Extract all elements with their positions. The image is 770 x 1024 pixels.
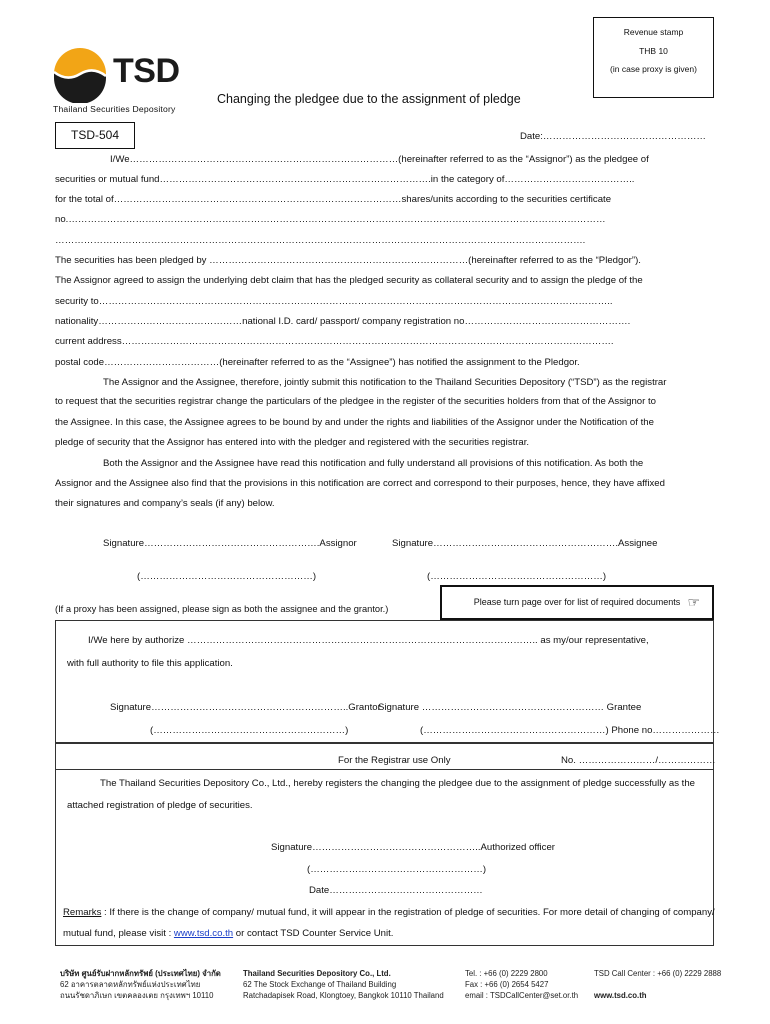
registrar-header: For the Registrar use Only	[338, 755, 451, 766]
grantor-name[interactable]: (……………………………………………………)	[150, 725, 349, 736]
body-line-7: The Assignor agreed to assign the underlying debt claim that has the pledged security as collateral security and to assign the pledge of the	[55, 275, 643, 286]
assignee-name[interactable]: (………………………………………………)	[427, 571, 607, 582]
body-line-1: I/We…………………………………………………………………………(hereinafter referred to as the “Assignor”) as the pledgee of	[110, 154, 649, 165]
remarks	[63, 907, 715, 918]
registrar-text-2: attached registration of pledge of securities.	[67, 800, 253, 811]
remarks-line-2	[63, 928, 393, 939]
remarks-visit-text: mutual fund, please visit :	[63, 928, 174, 939]
body-line-5: ………………………………………………………………………………………………………………………………………………….	[55, 235, 586, 246]
para3-line-2: Assignor and the Assignee also find that the provisions in this notification are correct and correspond to their purposes, hence, they have affixed	[55, 478, 665, 489]
body-line-9: nationality………………………………………national I.D. card/ passport/ company registration no…………………………………………….	[55, 316, 631, 327]
assignor-name[interactable]: (………………………………………………)	[137, 571, 317, 582]
date-field[interactable]: Date:……………………………………………	[520, 131, 707, 142]
remarks-contact-text: or contact TSD Counter Service Unit.	[233, 928, 394, 939]
body-line-8: security to……………………………………………………………………………………………………………………………………………..	[55, 296, 613, 307]
stamp-line-2: THB 10	[639, 45, 668, 56]
logo-wordmark: TSD	[113, 52, 180, 90]
assignee-signature[interactable]: Signature………………………………………………….Assignee	[392, 538, 658, 549]
footer-english-company: Thailand Securities Depository Co., Ltd.	[243, 969, 391, 978]
authorized-officer-name: (………………………………………………)	[307, 864, 487, 875]
footer-callcenter: TSD Call Center : +66 (0) 2229 2888	[594, 969, 722, 978]
footer-tel: Tel. : +66 (0) 2229 2800	[465, 969, 548, 978]
body-line-10: current address……………………………………………………………………………………………………………………………………….	[55, 336, 614, 347]
stamp-line-3: (in case proxy is given)	[610, 64, 697, 74]
footer-thai-company: บริษัท ศูนย์รับฝากหลักทรัพย์ (ประเทศไทย) จำกัด	[60, 969, 221, 978]
remarks-label: Remarks	[63, 907, 102, 918]
footer-email: email : TSDCallCenter@set.or.th	[465, 991, 579, 1000]
logo-subtitle: Thailand Securities Depository	[53, 104, 176, 114]
assignor-signature[interactable]: Signature……………………………………………….Assignor	[103, 538, 357, 549]
turn-page-text: Please turn page over for list of required documents	[473, 597, 681, 607]
registrar-no: No. ……………………/………………	[561, 755, 716, 766]
registrar-date: Date…………………………………………	[309, 885, 483, 896]
para2-line-1: The Assignor and the Assignee, therefore, jointly submit this notification to the Thailand Securities Depository (“TSD”) as the registrar	[103, 377, 667, 388]
para2-line-3: the Assignee. In this case, the Assignee agrees to be bound by and under the rights and liabilities of the Assignor under the Notification of the	[55, 417, 654, 428]
footer-thai-line-3: ถนนรัชดาภิเษก เขตคลองเตย กรุงเทพฯ 10110	[60, 991, 214, 1000]
footer-english-line-3: Ratchadapisek Road, Klongtoey, Bangkok 10110 Thailand	[243, 991, 444, 1000]
registrar-divider	[55, 769, 713, 770]
form-title: Changing the pledgee due to the assignment of pledge	[217, 92, 521, 106]
revenue-stamp-box	[593, 17, 714, 98]
proxy-authority: with full authority to file this application.	[67, 658, 233, 669]
remarks-text: : If there is the change of company/ mutual fund, it will appear in the registration of pledge of securities. For more detail of changing of company/	[101, 907, 715, 918]
body-line-4: no.……………………………………………………………………………………………………………………………………………………	[55, 214, 606, 225]
footer-english-address	[243, 968, 444, 1001]
footer-fax: Fax : +66 (0) 2654 5427	[465, 980, 549, 989]
footer-web: www.tsd.co.th	[594, 991, 647, 1000]
footer-call-center	[594, 968, 721, 1001]
body-line-2: securities or mutual fund………………………………………………………………………….in the category of…………………………………..	[55, 174, 635, 185]
turn-page-notice	[440, 585, 714, 620]
hand-pointer-icon: ☞	[687, 594, 700, 610]
proxy-note: (If a proxy has been assigned, please sign as both the assignee and the grantor.)	[55, 604, 389, 614]
footer-thai-address	[60, 968, 221, 1001]
grantee-signature[interactable]: Signature ………………………………………………… Grantee	[378, 702, 642, 713]
para2-line-2: to request that the securities registrar change the particulars of the pledgee in the register of the securities holders from that of the Assignor to	[55, 396, 657, 407]
body-line-3: for the total of………………………………………………………………………………shares/units according to the securities certificate	[55, 194, 612, 205]
tsd-website-link[interactable]: www.tsd.co.th	[173, 928, 234, 939]
para3-line-1: Both the Assignor and the Assignee have read this notification and fully understand all provisions of this notification. As both the	[103, 458, 644, 469]
form-code: TSD-504	[55, 122, 135, 149]
para3-line-3: their signatures and company’s seals (if any) below.	[55, 498, 275, 509]
grantor-signature[interactable]: Signature……………………………………………………..Grantor	[110, 702, 381, 713]
registrar-text-1: The Thailand Securities Depository Co., Ltd., hereby registers the changing the pledgee due to the assignment of pledge successfully as the	[100, 778, 695, 789]
authorized-officer-signature: Signature……………………………………………..Authorized officer	[271, 842, 555, 853]
footer-english-line-2: 62 The Stock Exchange of Thailand Building	[243, 980, 397, 989]
body-line-11: postal code………………………………(hereinafter referred to as the “Assignee”) has notified the assignment to the Pledgor.	[55, 357, 580, 368]
proxy-authorize[interactable]: I/We here by authorize ……………………………………………………………………………………………….. as my/our representative,	[88, 635, 649, 646]
footer-contact	[465, 968, 578, 1001]
stamp-line-1: Revenue stamp	[623, 27, 684, 37]
grantee-name-phone[interactable]: (…………………………………………………) Phone no…………………	[420, 725, 720, 736]
body-line-6: The securities has been pledged by ………………………………………………………………………(hereinafter referred to as the “Pledgor”).	[55, 255, 641, 266]
para2-line-4: pledge of security that the Assignor has entered into with the pledger and registered with the securities registrar.	[55, 437, 530, 448]
footer-thai-line-2: 62 อาคารตลาดหลักทรัพย์แห่งประเทศไทย	[60, 980, 201, 989]
